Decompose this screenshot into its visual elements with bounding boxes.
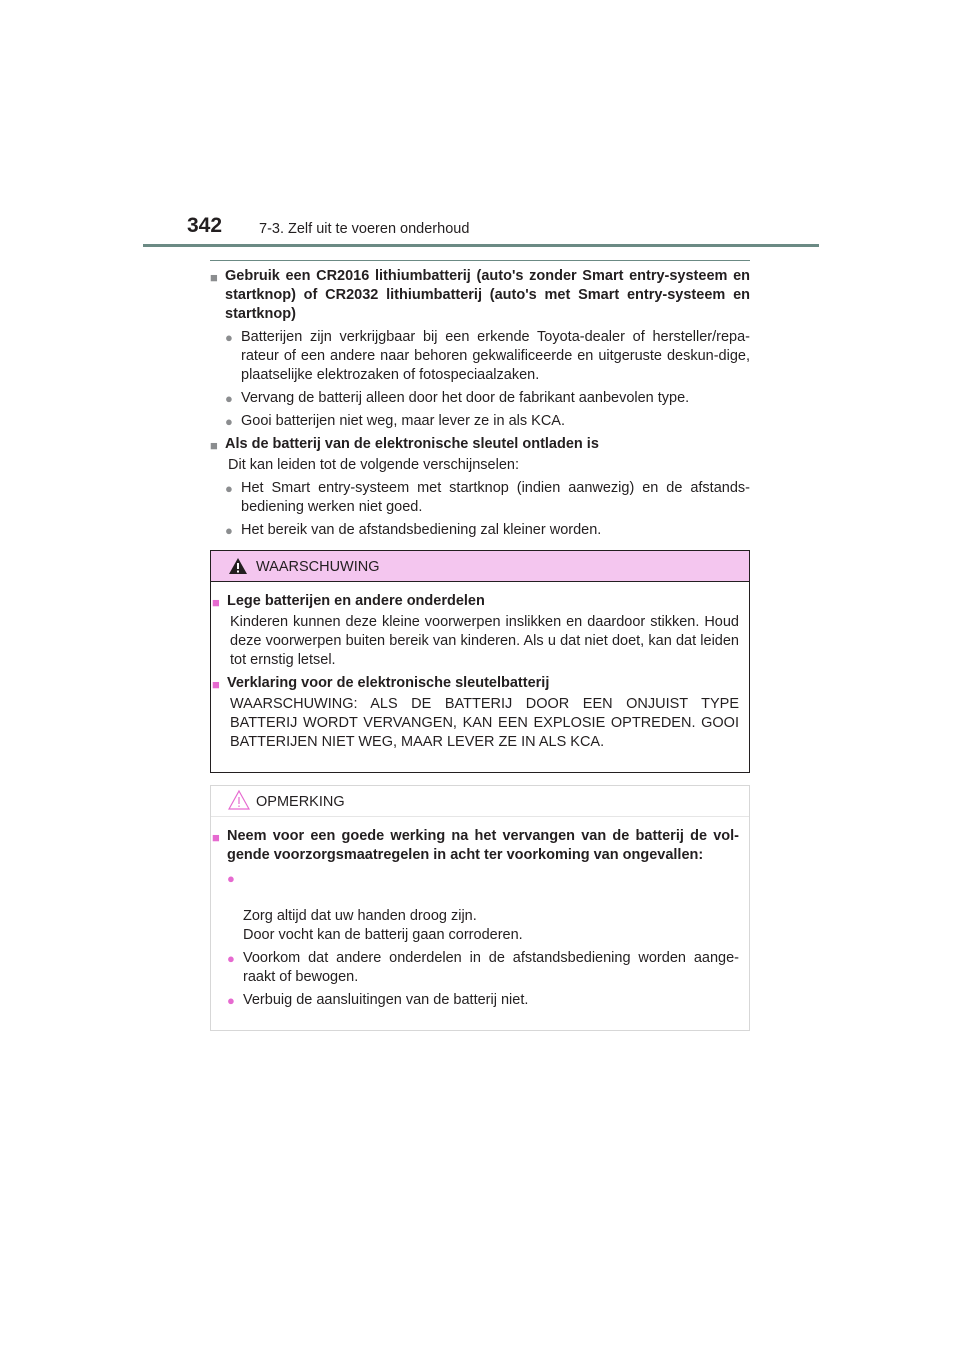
note-box	[210, 785, 750, 1031]
circle-bullet-icon: ●	[225, 391, 233, 406]
list-item	[210, 389, 750, 408]
list-item-text: Het bereik van de afstandsbediening zal kleiner worden.	[241, 522, 602, 538]
heading-text: Als de batterij van de elektronische sleutel ontladen is	[225, 436, 599, 452]
warning-item-heading	[212, 674, 739, 693]
list-item-text: Het Smart entry-systeem met startknop (indien aanwezig) en de afstands-bediening werken niet goed.	[241, 480, 750, 515]
list-item-text: Zorg altijd dat uw handen droog zijn. Door vocht kan de batterij gaan corroderen.	[243, 908, 523, 943]
square-bullet-icon: ■	[212, 595, 220, 610]
caution-triangle-icon	[228, 789, 250, 811]
header-rule	[143, 244, 819, 247]
warning-box	[210, 550, 750, 773]
list-item-text: Vervang de batterij alleen door het door de fabrikant aanbevolen type.	[241, 390, 690, 406]
square-bullet-icon: ■	[210, 438, 218, 453]
circle-bullet-icon: ●	[225, 523, 233, 538]
warning-item-text: WAARSCHUWING: ALS DE BATTERIJ DOOR EEN ONJUIST TYPE BATTERIJ WORDT VERVANGEN, KAN EEN EXPLOSIE OPTREDEN. GOOI BATTERIJEN NIET WEG, MAAR LEVER ZE IN ALS KCA.	[230, 696, 739, 750]
heading-text: Verklaring voor de elektronische sleutelbatterij	[227, 675, 550, 691]
warning-label: WAARSCHUWING	[256, 559, 380, 575]
warning-triangle-icon	[228, 557, 248, 575]
intro-text: Dit kan leiden tot de volgende verschijnselen:	[228, 457, 519, 473]
circle-bullet-icon: ●	[225, 330, 233, 345]
note-header	[211, 786, 749, 817]
list-item	[210, 412, 750, 431]
list-item-text: Gooi batterijen niet weg, maar lever ze in als KCA.	[241, 413, 565, 429]
list-item	[212, 949, 739, 987]
list-item	[210, 328, 750, 385]
section-title: 7-3. Zelf uit te voeren onderhoud	[259, 221, 470, 237]
list-item-text: Voorkom dat andere onderdelen in de afstandsbediening worden aange-raakt of bewogen.	[243, 950, 739, 985]
section-heading	[210, 435, 750, 454]
warning-item-heading	[212, 592, 739, 611]
list-item	[210, 521, 750, 540]
section-heading	[210, 267, 750, 324]
page-number: 342	[187, 214, 223, 237]
note-body	[211, 817, 749, 1030]
list-item	[210, 479, 750, 517]
note-label: OPMERKING	[256, 794, 345, 810]
square-bullet-icon: ■	[210, 270, 218, 285]
heading-text: Lege batterijen en andere onderdelen	[227, 593, 485, 609]
circle-bullet-icon: ●	[227, 951, 235, 966]
circle-bullet-icon: ●	[225, 414, 233, 429]
warning-item-text: Kinderen kunnen deze kleine voorwerpen inslikken en daardoor stikken. Houd deze voorwerpen buiten bereik van kinderen. Als u dat niet doet, kan dat leiden tot ernstig letsel.	[230, 614, 739, 668]
square-bullet-icon: ■	[212, 830, 220, 845]
square-bullet-icon: ■	[212, 677, 220, 692]
page-content	[210, 260, 750, 1031]
warning-header	[211, 551, 749, 582]
list-item	[212, 869, 739, 945]
list-item-text: Batterijen zijn verkrijgbaar bij een erkende Toyota-dealer of hersteller/repa-rateur of een andere naar behoren gekwalificeerde en uitgeruste deskun-dige, plaatselijke elektrozaken of fotospeciaalzaken.	[241, 329, 750, 383]
heading-text: Neem voor een goede werking na het vervangen van de batterij de vol-gende voorzorgsmaatregelen in acht ter voorkoming van ongevallen:	[227, 828, 739, 863]
note-heading	[212, 827, 739, 865]
list-item-text: Verbuig de aansluitingen van de batterij niet.	[243, 992, 529, 1008]
list-item	[212, 991, 739, 1010]
heading-text: Gebruik een CR2016 lithiumbatterij (auto's zonder Smart entry-systeem en startknop) of CR2032 lithiumbatterij (auto's met Smart entry-systeem en startknop)	[225, 268, 750, 322]
circle-bullet-icon: ●	[225, 481, 233, 496]
circle-bullet-icon: ●	[227, 993, 235, 1008]
warning-body	[211, 582, 749, 772]
circle-bullet-icon: ●	[227, 871, 235, 886]
divider	[210, 260, 750, 261]
